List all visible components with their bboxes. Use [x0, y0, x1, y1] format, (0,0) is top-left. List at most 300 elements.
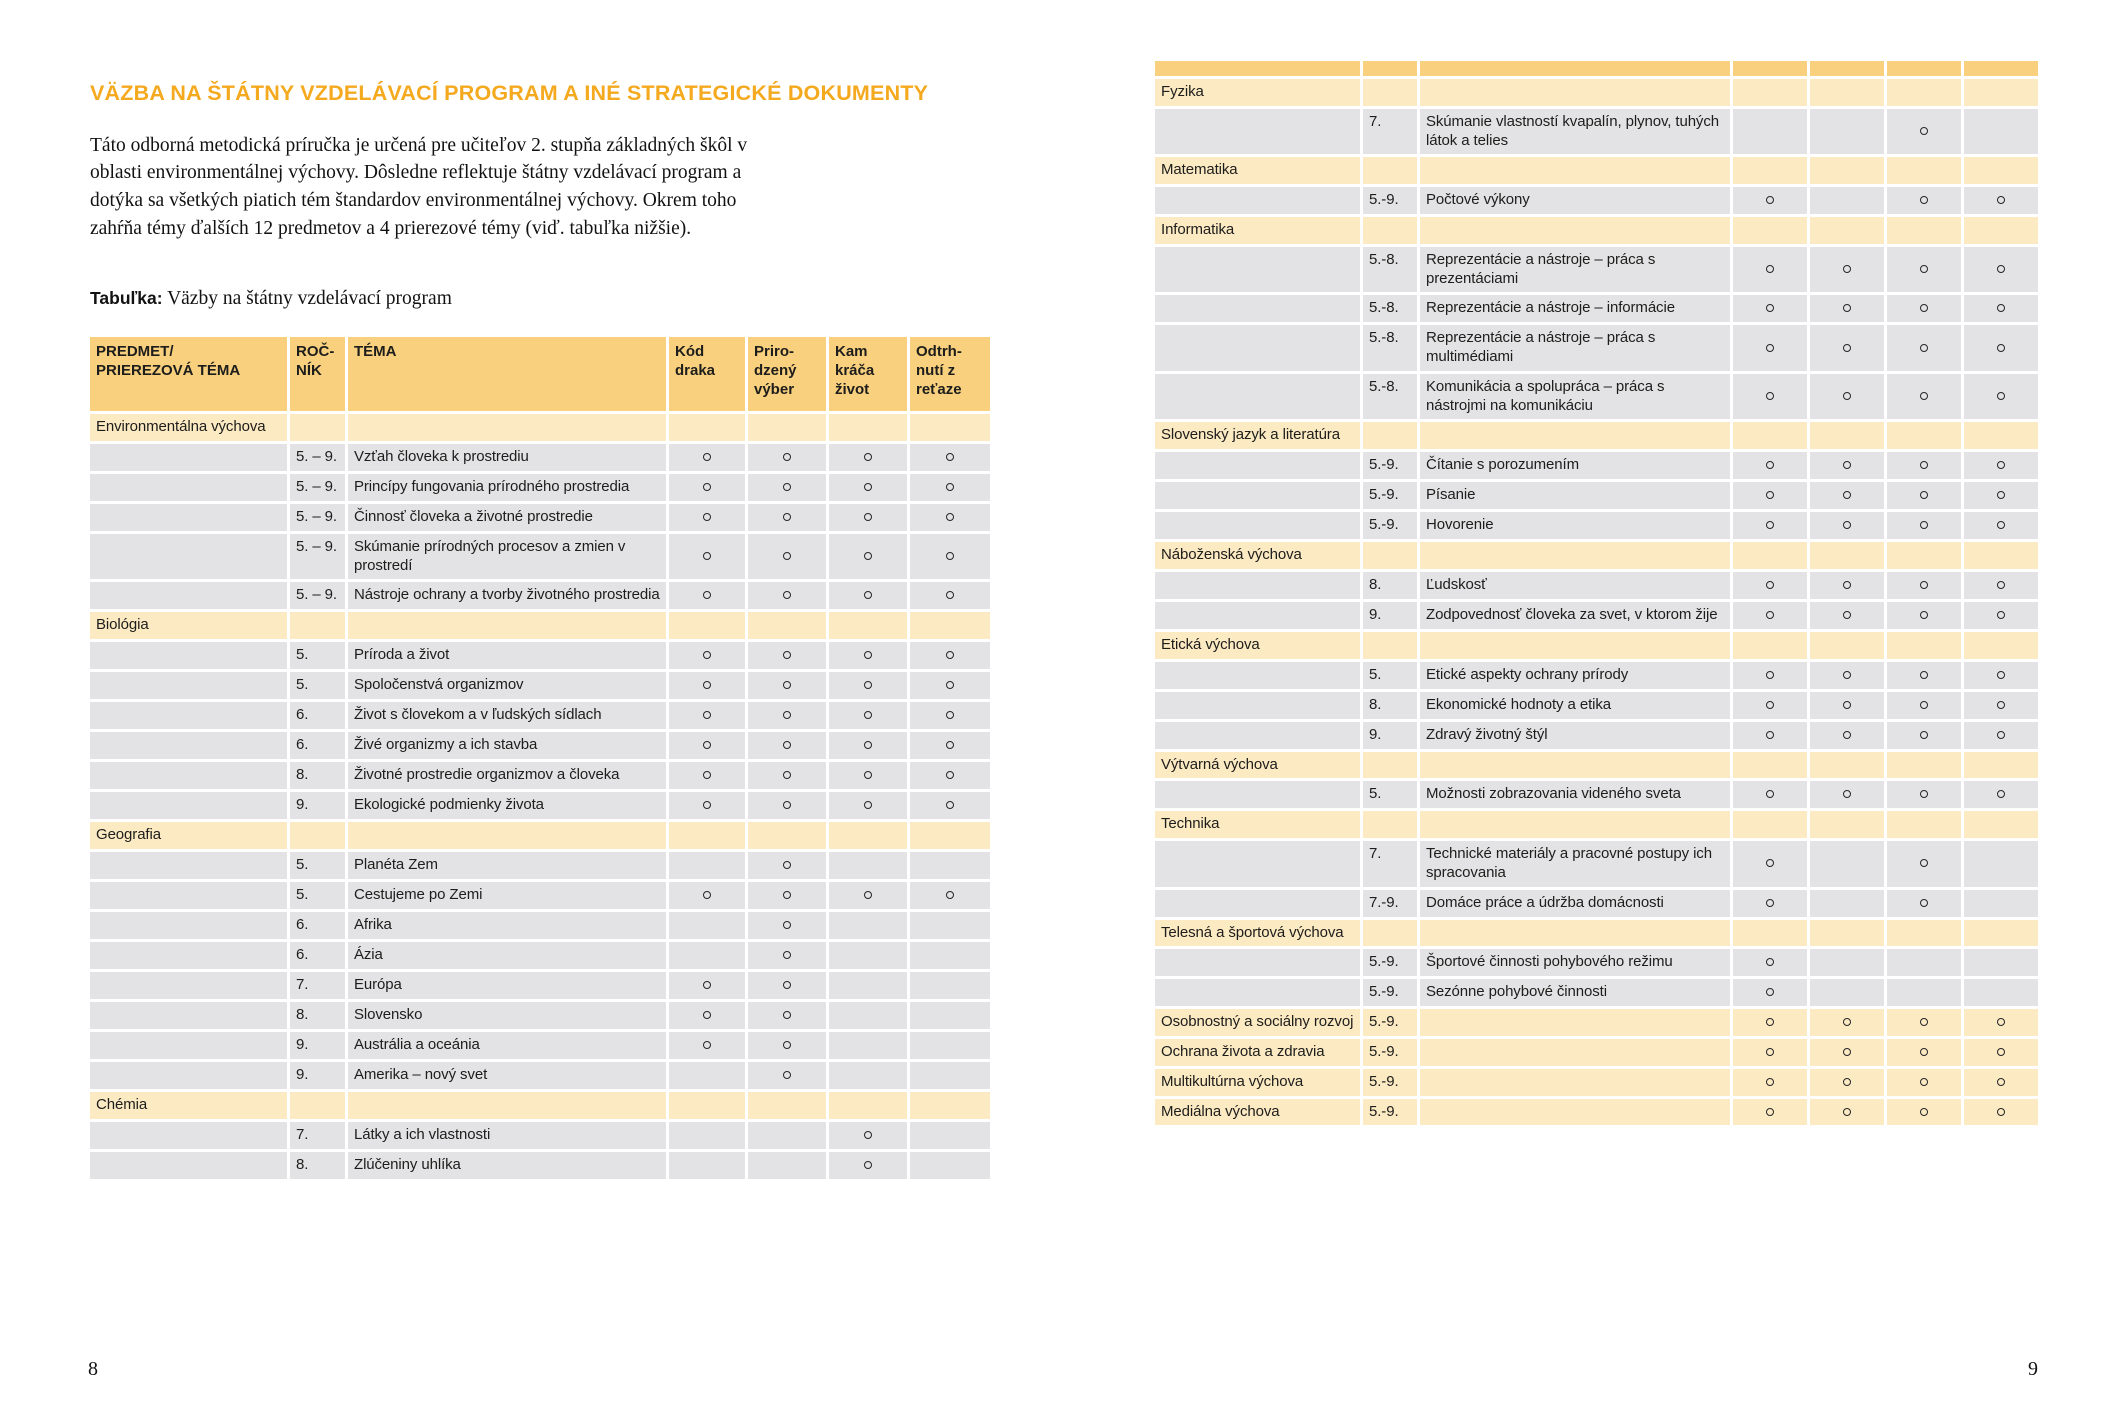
mark-cell: [1964, 247, 2038, 293]
subject-section-row: [90, 612, 990, 639]
subject-cell: Etická výchova: [1155, 632, 1360, 659]
circle-mark-icon: [864, 681, 872, 689]
subject-cell: Matematika: [1155, 157, 1360, 184]
mark-cell: [1887, 452, 1961, 479]
subject-cell: [1155, 979, 1360, 1006]
mark-cell: [1964, 109, 2038, 155]
mark-cell: [1810, 325, 1884, 371]
circle-mark-icon: [783, 861, 791, 869]
subject-cell: Geografia: [90, 822, 287, 849]
mark-cell: [910, 1062, 990, 1089]
mark-cell: [1733, 920, 1807, 947]
circle-mark-icon: [783, 483, 791, 491]
circle-mark-icon: [1997, 731, 2005, 739]
circle-mark-icon: [1843, 265, 1851, 273]
mark-cell: [1964, 949, 2038, 976]
subject-section-row: [1155, 920, 2038, 947]
topic-row: [90, 732, 990, 759]
mark-cell: [1810, 811, 1884, 838]
mark-cell: [669, 534, 745, 580]
topic-cell: Čítanie s porozumením: [1420, 452, 1730, 479]
grade-cell: 6.: [290, 702, 345, 729]
mark-cell: [829, 762, 907, 789]
mark-cell: [910, 822, 990, 849]
circle-mark-icon: [1766, 1108, 1774, 1116]
mark-cell: [910, 1002, 990, 1029]
subject-section-row: [1155, 811, 2038, 838]
mark-cell: [669, 822, 745, 849]
header-strip-cell: [1887, 61, 1961, 76]
subject-cell: [90, 882, 287, 909]
circle-mark-icon: [864, 1161, 872, 1169]
topic-cell: Princípy fungovania prírodného prostredia: [348, 474, 666, 501]
grade-cell: [1363, 217, 1417, 244]
circle-mark-icon: [1843, 344, 1851, 352]
circle-mark-icon: [1843, 461, 1851, 469]
mark-cell: [829, 612, 907, 639]
grade-cell: 5.: [1363, 781, 1417, 808]
topic-row: [1155, 374, 2038, 420]
topic-cell: Ekologické podmienky života: [348, 792, 666, 819]
topic-row: [90, 912, 990, 939]
topic-row: [1155, 890, 2038, 917]
circle-mark-icon: [703, 741, 711, 749]
mark-cell: [1810, 109, 1884, 155]
mark-cell: [669, 792, 745, 819]
grade-cell: [1363, 632, 1417, 659]
topic-row: [90, 642, 990, 669]
topic-cell: [1420, 217, 1730, 244]
circle-mark-icon: [1920, 899, 1928, 907]
circle-mark-icon: [1997, 344, 2005, 352]
mark-cell: [1964, 890, 2038, 917]
mark-cell: [1810, 542, 1884, 569]
header-cell: Kód draka: [669, 337, 745, 411]
circle-mark-icon: [703, 552, 711, 560]
circle-mark-icon: [783, 1071, 791, 1079]
mark-cell: [669, 504, 745, 531]
topic-cell: Skúmanie prírodných procesov a zmien v prostredí: [348, 534, 666, 580]
topic-cell: [1420, 632, 1730, 659]
mark-cell: [829, 912, 907, 939]
mark-cell: [1733, 752, 1807, 779]
mark-cell: [910, 912, 990, 939]
circle-mark-icon: [946, 483, 954, 491]
circle-mark-icon: [703, 591, 711, 599]
grade-cell: 6.: [290, 912, 345, 939]
mark-cell: [829, 1152, 907, 1179]
mark-cell: [1964, 482, 2038, 509]
grade-cell: [290, 1092, 345, 1119]
topic-row: [90, 882, 990, 909]
subject-cell: [90, 582, 287, 609]
circle-mark-icon: [1766, 611, 1774, 619]
mark-cell: [1810, 662, 1884, 689]
grade-cell: 9.: [290, 1032, 345, 1059]
mark-cell: [829, 972, 907, 999]
topic-cell: Afrika: [348, 912, 666, 939]
table-caption-label: Tabuľka:: [90, 288, 163, 308]
subject-section-row: [1155, 542, 2038, 569]
mark-cell: [829, 1062, 907, 1089]
mark-cell: [1733, 1039, 1807, 1066]
header-strip-cell: [1363, 61, 1417, 76]
circle-mark-icon: [1920, 265, 1928, 273]
topic-cell: Reprezentácie a nástroje – informácie: [1420, 295, 1730, 322]
circle-mark-icon: [783, 552, 791, 560]
mark-cell: [1810, 781, 1884, 808]
grade-cell: 8.: [290, 762, 345, 789]
mark-cell: [1733, 157, 1807, 184]
grade-cell: 6.: [290, 732, 345, 759]
mark-cell: [1810, 632, 1884, 659]
circle-mark-icon: [703, 1041, 711, 1049]
mark-cell: [1887, 542, 1961, 569]
circle-mark-icon: [864, 591, 872, 599]
topic-cell: Reprezentácie a nástroje – práca s prezentáciami: [1420, 247, 1730, 293]
mark-cell: [910, 642, 990, 669]
circle-mark-icon: [1920, 731, 1928, 739]
mark-cell: [669, 1122, 745, 1149]
topic-cell: Sezónne pohybové činnosti: [1420, 979, 1730, 1006]
circle-mark-icon: [1843, 491, 1851, 499]
circle-mark-icon: [1843, 304, 1851, 312]
circle-mark-icon: [1920, 461, 1928, 469]
curriculum-table-right: [1152, 58, 2041, 1128]
subject-cell: [1155, 722, 1360, 749]
circle-mark-icon: [783, 771, 791, 779]
circle-mark-icon: [1997, 701, 2005, 709]
mark-cell: [910, 1122, 990, 1149]
mark-cell: [1733, 374, 1807, 420]
mark-cell: [1887, 662, 1961, 689]
mark-cell: [829, 1122, 907, 1149]
mark-cell: [748, 942, 826, 969]
mark-cell: [1964, 979, 2038, 1006]
mark-cell: [669, 1092, 745, 1119]
mark-cell: [829, 732, 907, 759]
mark-cell: [1810, 692, 1884, 719]
grade-cell: 5.: [290, 852, 345, 879]
circle-mark-icon: [783, 711, 791, 719]
topic-cell: Ľudskosť: [1420, 572, 1730, 599]
mark-cell: [1733, 482, 1807, 509]
mark-cell: [1733, 662, 1807, 689]
subject-cell: Slovenský jazyk a literatúra: [1155, 422, 1360, 449]
mark-cell: [1810, 602, 1884, 629]
circle-mark-icon: [1997, 392, 2005, 400]
circle-mark-icon: [1766, 304, 1774, 312]
grade-cell: 9.: [1363, 602, 1417, 629]
circle-mark-icon: [946, 711, 954, 719]
circle-mark-icon: [1766, 521, 1774, 529]
topic-row: [1155, 482, 2038, 509]
circle-mark-icon: [1766, 899, 1774, 907]
topic-cell: [1420, 79, 1730, 106]
circle-mark-icon: [1843, 731, 1851, 739]
subject-cell: [1155, 374, 1360, 420]
mark-cell: [1964, 374, 2038, 420]
grade-cell: [290, 414, 345, 441]
subject-cell: [1155, 187, 1360, 214]
topic-row: [90, 942, 990, 969]
subject-cell: [90, 702, 287, 729]
circle-mark-icon: [1920, 304, 1928, 312]
circle-mark-icon: [1843, 581, 1851, 589]
subject-cell: [1155, 482, 1360, 509]
subject-section-row: [1155, 1009, 2038, 1036]
grade-cell: 8.: [290, 1152, 345, 1179]
grade-cell: 5.-9.: [1363, 452, 1417, 479]
header-strip-cell: [1964, 61, 2038, 76]
mark-cell: [1733, 602, 1807, 629]
grade-cell: 5.-9.: [1363, 512, 1417, 539]
topic-row: [1155, 692, 2038, 719]
topic-cell: [348, 1092, 666, 1119]
mark-cell: [910, 1152, 990, 1179]
mark-cell: [748, 702, 826, 729]
subject-section-row: [1155, 79, 2038, 106]
subject-cell: Multikultúrna výchova: [1155, 1069, 1360, 1096]
topic-row: [1155, 662, 2038, 689]
subject-section-row: [90, 822, 990, 849]
topic-cell: Spoločenstvá organizmov: [348, 672, 666, 699]
circle-mark-icon: [703, 453, 711, 461]
mark-cell: [1964, 920, 2038, 947]
mark-cell: [829, 882, 907, 909]
mark-cell: [1964, 692, 2038, 719]
circle-mark-icon: [1997, 1018, 2005, 1026]
mark-cell: [1810, 920, 1884, 947]
mark-cell: [1887, 632, 1961, 659]
circle-mark-icon: [783, 741, 791, 749]
mark-cell: [1887, 374, 1961, 420]
mark-cell: [748, 1152, 826, 1179]
mark-cell: [1810, 752, 1884, 779]
mark-cell: [1810, 247, 1884, 293]
mark-cell: [910, 672, 990, 699]
mark-cell: [829, 822, 907, 849]
mark-cell: [669, 672, 745, 699]
mark-cell: [748, 822, 826, 849]
circle-mark-icon: [1920, 1108, 1928, 1116]
circle-mark-icon: [1920, 790, 1928, 798]
grade-cell: 5.: [1363, 662, 1417, 689]
topic-row: [90, 972, 990, 999]
grade-cell: 5.-9.: [1363, 1069, 1417, 1096]
circle-mark-icon: [946, 771, 954, 779]
topic-cell: Počtové výkony: [1420, 187, 1730, 214]
mark-cell: [748, 1002, 826, 1029]
subject-section-row: [1155, 1039, 2038, 1066]
circle-mark-icon: [1920, 859, 1928, 867]
header-cell: Kam kráča život: [829, 337, 907, 411]
topic-row: [1155, 722, 2038, 749]
table-caption: [90, 288, 452, 310]
grade-cell: [1363, 920, 1417, 947]
topic-row: [90, 534, 990, 580]
subject-section-row: [1155, 632, 2038, 659]
grade-cell: [1363, 542, 1417, 569]
topic-cell: [1420, 811, 1730, 838]
mark-cell: [829, 444, 907, 471]
grade-cell: [1363, 752, 1417, 779]
topic-cell: Zlúčeniny uhlíka: [348, 1152, 666, 1179]
circle-mark-icon: [1766, 491, 1774, 499]
mark-cell: [669, 1152, 745, 1179]
mark-cell: [1964, 841, 2038, 887]
mark-cell: [1810, 512, 1884, 539]
mark-cell: [1810, 422, 1884, 449]
mark-cell: [1733, 692, 1807, 719]
mark-cell: [1887, 752, 1961, 779]
circle-mark-icon: [946, 801, 954, 809]
mark-cell: [1810, 295, 1884, 322]
grade-cell: [1363, 79, 1417, 106]
mark-cell: [1964, 752, 2038, 779]
subject-cell: [1155, 841, 1360, 887]
circle-mark-icon: [783, 1041, 791, 1049]
mark-cell: [1733, 217, 1807, 244]
topic-cell: [348, 822, 666, 849]
mark-cell: [1887, 325, 1961, 371]
circle-mark-icon: [864, 771, 872, 779]
grade-cell: 7.: [1363, 109, 1417, 155]
mark-cell: [829, 672, 907, 699]
circle-mark-icon: [1843, 1048, 1851, 1056]
topic-cell: Austrália a oceánia: [348, 1032, 666, 1059]
mark-cell: [748, 582, 826, 609]
grade-cell: 5.-8.: [1363, 325, 1417, 371]
grade-cell: 5.: [290, 642, 345, 669]
topic-cell: [1420, 752, 1730, 779]
mark-cell: [829, 1092, 907, 1119]
grade-cell: 5. – 9.: [290, 444, 345, 471]
mark-cell: [1733, 109, 1807, 155]
mark-cell: [669, 612, 745, 639]
mark-cell: [829, 792, 907, 819]
topic-row: [90, 672, 990, 699]
subject-section-row: [90, 1092, 990, 1119]
topic-row: [1155, 512, 2038, 539]
mark-cell: [1887, 422, 1961, 449]
circle-mark-icon: [783, 981, 791, 989]
subject-cell: [90, 444, 287, 471]
circle-mark-icon: [783, 453, 791, 461]
circle-mark-icon: [864, 891, 872, 899]
circle-mark-icon: [1997, 790, 2005, 798]
grade-cell: 5. – 9.: [290, 504, 345, 531]
subject-section-row: [1155, 157, 2038, 184]
topic-row: [90, 792, 990, 819]
circle-mark-icon: [1920, 127, 1928, 135]
topic-cell: [348, 612, 666, 639]
topic-row: [1155, 295, 2038, 322]
topic-cell: Komunikácia a spolupráca – práca s nástrojmi na komunikáciu: [1420, 374, 1730, 420]
grade-cell: 6.: [290, 942, 345, 969]
mark-cell: [748, 444, 826, 471]
page-number-right: 9: [2028, 1358, 2038, 1380]
grade-cell: [1363, 422, 1417, 449]
header-cell: ROČ- NÍK: [290, 337, 345, 411]
grade-cell: [290, 612, 345, 639]
mark-cell: [748, 1122, 826, 1149]
circle-mark-icon: [946, 453, 954, 461]
topic-cell: Skúmanie vlastností kvapalín, plynov, tuhých látok a telies: [1420, 109, 1730, 155]
circle-mark-icon: [783, 921, 791, 929]
topic-row: [90, 444, 990, 471]
mark-cell: [1964, 295, 2038, 322]
subject-cell: [90, 642, 287, 669]
topic-cell: Domáce práce a údržba domácnosti: [1420, 890, 1730, 917]
header-strip-cell: [1420, 61, 1730, 76]
topic-cell: Reprezentácie a nástroje – práca s multimédiami: [1420, 325, 1730, 371]
mark-cell: [1733, 722, 1807, 749]
continuation-header-strip: [1155, 61, 2038, 76]
subject-section-row: [1155, 217, 2038, 244]
mark-cell: [829, 1002, 907, 1029]
subject-cell: [1155, 890, 1360, 917]
mark-cell: [748, 762, 826, 789]
circle-mark-icon: [1920, 671, 1928, 679]
grade-cell: 5.: [290, 882, 345, 909]
topic-row: [90, 852, 990, 879]
mark-cell: [1964, 1099, 2038, 1126]
mark-cell: [1887, 1099, 1961, 1126]
subject-cell: Technika: [1155, 811, 1360, 838]
circle-mark-icon: [946, 513, 954, 521]
circle-mark-icon: [1843, 1108, 1851, 1116]
topic-row: [1155, 979, 2038, 1006]
mark-cell: [1887, 722, 1961, 749]
topic-row: [1155, 109, 2038, 155]
grade-cell: 5. – 9.: [290, 534, 345, 580]
topic-row: [1155, 781, 2038, 808]
circle-mark-icon: [1997, 461, 2005, 469]
topic-row: [90, 1032, 990, 1059]
topic-cell: [1420, 422, 1730, 449]
circle-mark-icon: [1920, 196, 1928, 204]
circle-mark-icon: [946, 741, 954, 749]
circle-mark-icon: [703, 771, 711, 779]
mark-cell: [1964, 662, 2038, 689]
circle-mark-icon: [1766, 671, 1774, 679]
mark-cell: [829, 702, 907, 729]
mark-cell: [1964, 781, 2038, 808]
circle-mark-icon: [1920, 392, 1928, 400]
mark-cell: [748, 474, 826, 501]
circle-mark-icon: [1920, 581, 1928, 589]
subject-cell: Ochrana života a zdravia: [1155, 1039, 1360, 1066]
grade-cell: 5.-9.: [1363, 1039, 1417, 1066]
circle-mark-icon: [1997, 1108, 2005, 1116]
mark-cell: [669, 642, 745, 669]
subject-cell: [1155, 781, 1360, 808]
subject-cell: [90, 942, 287, 969]
mark-cell: [1964, 452, 2038, 479]
circle-mark-icon: [1920, 1018, 1928, 1026]
mark-cell: [910, 762, 990, 789]
circle-mark-icon: [1920, 344, 1928, 352]
circle-mark-icon: [703, 513, 711, 521]
mark-cell: [1887, 187, 1961, 214]
mark-cell: [910, 702, 990, 729]
header-cell: PREDMET/ PRIEREZOVÁ TÉMA: [90, 337, 287, 411]
circle-mark-icon: [1997, 1048, 2005, 1056]
subject-cell: Náboženská výchova: [1155, 542, 1360, 569]
topic-row: [90, 1002, 990, 1029]
circle-mark-icon: [1920, 1048, 1928, 1056]
